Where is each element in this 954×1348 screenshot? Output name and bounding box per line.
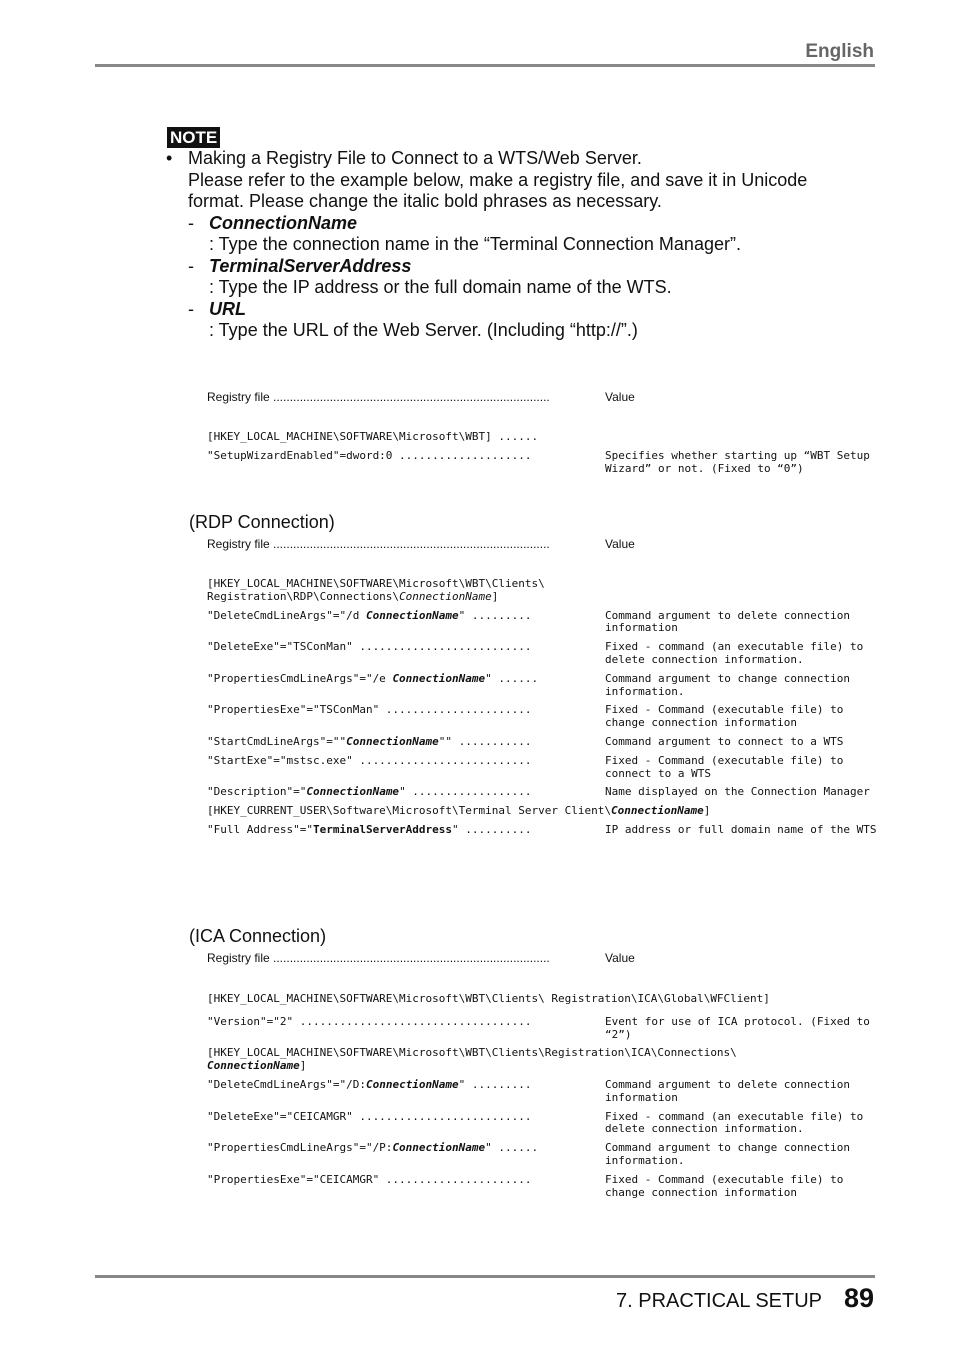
key-path-part: ] xyxy=(703,804,711,818)
key-variable: ConnectionName xyxy=(392,672,486,685)
footer-rule xyxy=(95,1275,875,1278)
header-value: Value xyxy=(605,537,635,551)
note-item xyxy=(188,256,866,278)
key-path-part: [HKEY_LOCAL_MACHINE\SOFTWARE\Microsoft\WBT\Clients\ xyxy=(207,577,545,590)
table-row xyxy=(207,1016,877,1042)
row-key xyxy=(207,786,591,799)
note-desc: : Type the connection name in the “Terminal Connection Manager”. xyxy=(209,234,741,254)
key-pre: "PropertiesCmdLineArgs"="/e xyxy=(207,672,393,685)
dash-icon: - xyxy=(188,298,194,319)
row-key xyxy=(207,641,591,667)
row-key xyxy=(207,736,591,749)
header-rule xyxy=(95,64,875,67)
table-row xyxy=(207,641,877,667)
rdp-section-title: (RDP Connection) xyxy=(189,512,335,532)
registry-key-path: [HKEY_LOCAL_MACHINE\SOFTWARE\Microsoft\WBT] ...... xyxy=(207,430,539,443)
header-key: Registry file ................................................................................... xyxy=(207,390,550,404)
key-pre: "PropertiesCmdLineArgs"="/P: xyxy=(207,1142,393,1155)
key-pre: "DeleteCmdLineArgs"="/D: xyxy=(207,1078,366,1091)
key-pre: "PropertiesExe"="TSConMan" ...................... xyxy=(207,704,532,717)
key-variable: ConnectionName xyxy=(346,735,439,748)
row-key xyxy=(207,755,591,781)
row-value: Event for use of ICA protocol. (Fixed to “2”) xyxy=(605,1014,877,1041)
table-row xyxy=(207,755,877,781)
row-key xyxy=(207,673,591,699)
registry-key-path xyxy=(207,805,877,818)
header-key: Registry file ................................................................................... xyxy=(207,537,550,551)
row-value: Fixed - Command (executable file) to connect to a WTS xyxy=(605,753,851,780)
key-variable: ConnectionName xyxy=(306,786,400,799)
row-value: Command argument to delete connection information xyxy=(605,1077,857,1104)
key-path-part: [HKEY_LOCAL_MACHINE\SOFTWARE\Microsoft\WBT\Clients\Registration\ICA\Connections\ xyxy=(207,1046,737,1060)
row-value: Specifies whether starting up “WBT Setup Wizard” or not. (Fixed to “0”) xyxy=(605,448,877,475)
page-number: 89 xyxy=(843,1283,874,1313)
row-value: Fixed - Command (executable file) to change connection information xyxy=(605,1172,851,1199)
key-post: " ......... xyxy=(458,609,532,622)
table-header xyxy=(207,537,877,551)
footer-section-title: 7. PRACTICAL SETUP xyxy=(616,1290,822,1312)
key-pre: "Description"=" xyxy=(207,786,307,799)
note-desc: : Type the URL of the Web Server. (Including “http://”.) xyxy=(209,320,638,340)
table-header xyxy=(207,390,877,404)
note-line: format. Please change the italic bold phrases as necessary. xyxy=(188,191,662,211)
registry-key-path xyxy=(207,578,877,604)
key-path-part: Registration\RDP\Connections\ xyxy=(207,589,400,603)
key-pre: "StartExe"="mstsc.exe" .......................... xyxy=(207,754,532,767)
table-row xyxy=(207,824,877,837)
key-path-variable: ConnectionName xyxy=(610,804,704,818)
note-item xyxy=(188,299,866,321)
key-pre: "DeleteCmdLineArgs"="/d xyxy=(207,609,366,622)
key-post: " ......... xyxy=(458,1078,532,1091)
row-value: Name displayed on the Connection Manager xyxy=(605,785,870,799)
row-value: Command argument to connect to a WTS xyxy=(605,734,844,748)
key-post: " .................. xyxy=(399,786,532,799)
table-row xyxy=(207,736,877,749)
table-header xyxy=(207,951,877,965)
dash-icon: - xyxy=(188,255,194,276)
row-key: "SetupWizardEnabled"=dword:0 .................... xyxy=(207,449,532,462)
note-block xyxy=(166,148,866,342)
key-post: " .......... xyxy=(452,823,532,836)
key-path-variable: ConnectionName xyxy=(399,589,492,603)
header-language: English xyxy=(805,41,874,62)
note-term: ConnectionName xyxy=(209,212,358,233)
table-row xyxy=(207,1142,877,1168)
table-row xyxy=(207,704,877,730)
row-key xyxy=(207,824,591,837)
row-value: Command argument to delete connection information xyxy=(605,608,857,635)
row-value: Command argument to change connection information. xyxy=(605,1141,857,1167)
note-term: URL xyxy=(209,298,246,319)
key-variable: ConnectionName xyxy=(365,1078,459,1091)
row-key xyxy=(207,1111,591,1137)
table-row xyxy=(207,673,877,699)
key-pre: "DeleteExe"="CEICAMGR" .......................... xyxy=(207,1110,532,1123)
key-post: "" ........... xyxy=(438,735,532,748)
row-value: Command argument to change connection information. xyxy=(605,671,857,698)
ica-section-title: (ICA Connection) xyxy=(189,926,327,946)
table-row xyxy=(207,610,877,636)
bullet-icon: • xyxy=(166,148,173,168)
header-key: Registry file ................................................................................... xyxy=(207,951,550,965)
row-value: Fixed - command (an executable file) to delete connection information. xyxy=(605,640,870,666)
row-key xyxy=(207,1079,591,1105)
rdp-registry-table xyxy=(207,537,877,843)
row-key: "Version"="2" ................................... xyxy=(207,1015,532,1028)
row-key xyxy=(207,1142,591,1168)
note-term: TerminalServerAddress xyxy=(209,255,412,276)
table-row xyxy=(207,1079,877,1105)
key-variable: TerminalServerAddress xyxy=(312,823,453,836)
note-desc: : Type the IP address or the full domain name of the WTS. xyxy=(209,277,672,297)
header-value: Value xyxy=(605,390,635,404)
table-row xyxy=(207,1174,877,1200)
header-value: Value xyxy=(605,951,635,965)
row-key xyxy=(207,704,591,730)
key-pre: "Full Address"=" xyxy=(207,823,313,836)
note-line: Please refer to the example below, make a registry file, and save it in Unicode xyxy=(188,169,808,190)
key-post: " ...... xyxy=(485,1142,539,1155)
note-bullet-item xyxy=(166,148,866,213)
note-badge: NOTE xyxy=(167,127,220,148)
key-path-part: ] xyxy=(299,1059,307,1073)
note-line: Making a Registry File to Connect to a WTS/Web Server. xyxy=(188,148,642,168)
table-row xyxy=(207,450,877,476)
registry-key-path xyxy=(207,1047,877,1073)
key-pre: "PropertiesExe"="CEICAMGR" ...................... xyxy=(207,1173,532,1186)
key-variable: ConnectionName xyxy=(365,609,459,622)
row-key xyxy=(207,610,591,636)
ica-registry-table xyxy=(207,951,877,1205)
note-item xyxy=(188,213,866,235)
row-value: Fixed - command (an executable file) to delete connection information. xyxy=(605,1109,870,1136)
key-path-part: [HKEY_CURRENT_USER\Software\Microsoft\Terminal Server Client\ xyxy=(207,804,611,818)
key-post: " ...... xyxy=(485,672,539,685)
dash-icon: - xyxy=(188,212,194,233)
row-key xyxy=(207,1174,591,1200)
table-row xyxy=(207,1111,877,1137)
key-variable: ConnectionName xyxy=(392,1142,486,1155)
registry-key-path: [HKEY_LOCAL_MACHINE\SOFTWARE\Microsoft\WBT\Clients\ Registration\ICA\Global\WFClient] xyxy=(207,992,770,1005)
row-value: IP address or full domain name of the WTS xyxy=(605,822,877,836)
table-row xyxy=(207,786,877,799)
general-registry-table xyxy=(207,390,877,481)
key-path-variable: ConnectionName xyxy=(207,1059,300,1073)
row-value: Fixed - Command (executable file) to change connection information xyxy=(605,703,851,730)
key-pre: "DeleteExe"="TSConMan" .......................... xyxy=(207,641,532,654)
key-pre: "StartCmdLineArgs"="" xyxy=(207,735,347,748)
key-path-part: ] xyxy=(491,589,499,603)
